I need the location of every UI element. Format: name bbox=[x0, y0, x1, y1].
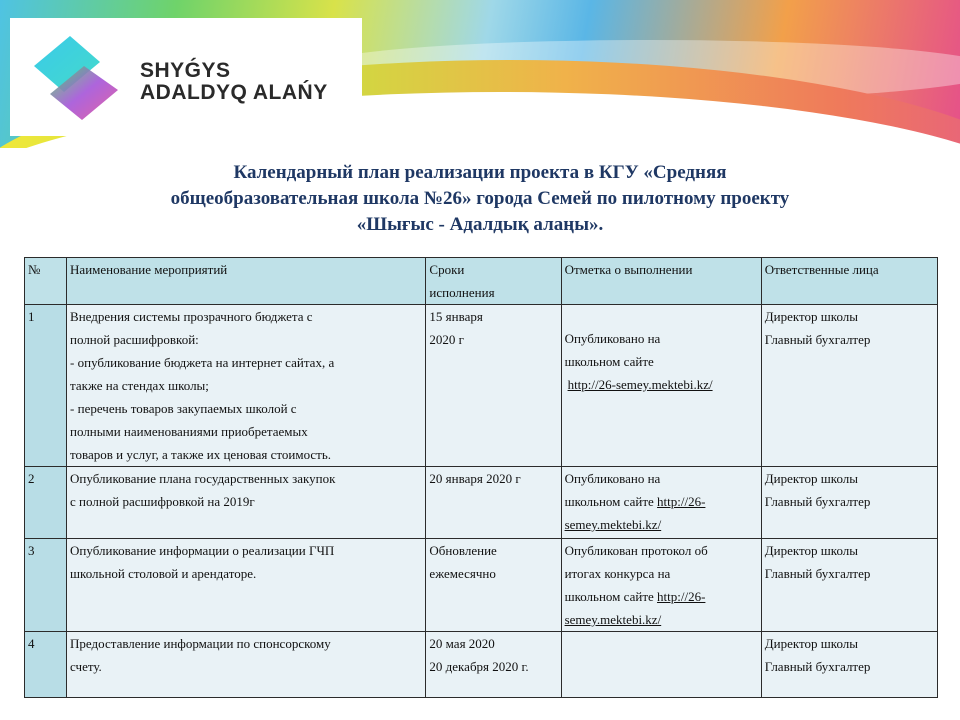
page-title bbox=[60, 160, 900, 238]
cell-line bbox=[565, 490, 759, 513]
table-row bbox=[25, 632, 938, 698]
cell-num: 2 bbox=[25, 467, 67, 539]
cell-line: полными наименованиями приобретаемых bbox=[70, 424, 308, 439]
plan-table bbox=[24, 257, 938, 698]
cell-line: Директор школы bbox=[764, 636, 858, 651]
table-row bbox=[25, 467, 938, 539]
header-name: Наименование мероприятий bbox=[67, 258, 426, 305]
cell-line: Обновление bbox=[429, 543, 497, 558]
cell-line: Опубликован протокол об bbox=[564, 543, 708, 558]
title-line-1: Календарный план реализации проекта в КГУ «Средняя bbox=[233, 162, 727, 183]
cell-line: 20 декабря 2020 г. bbox=[429, 659, 529, 674]
cell-status bbox=[561, 632, 761, 698]
cell-line: Предоставление информации по спонсорскому bbox=[70, 636, 331, 651]
cell-line bbox=[565, 373, 759, 396]
title-line-3: «Шығыс - Адалдық алаңы». bbox=[356, 214, 604, 235]
cell-term bbox=[426, 467, 561, 539]
cell-line: школьной столовой и арендаторе. bbox=[70, 566, 257, 581]
header-term-line: исполнения bbox=[429, 285, 495, 300]
cell-line: ежемесячно bbox=[429, 566, 496, 581]
cell-responsible bbox=[761, 305, 937, 467]
cell-responsible bbox=[761, 467, 937, 539]
cell-line: товаров и услуг, а также их ценовая стоимость. bbox=[70, 447, 332, 462]
cell-term bbox=[426, 305, 561, 467]
school-site-link[interactable]: http://26-semey.mektebi.kz/ bbox=[567, 377, 713, 392]
cell-line: также на стендах школы; bbox=[70, 378, 209, 393]
header-term-line: Сроки bbox=[429, 262, 465, 277]
cell-line: школьном сайте bbox=[564, 354, 654, 369]
cell-line: Опубликование информации о реализации ГЧП bbox=[70, 543, 335, 558]
logo-mark-icon bbox=[26, 28, 126, 128]
cell-line: 20 января 2020 г bbox=[429, 471, 521, 486]
school-site-link[interactable]: http://26- bbox=[657, 494, 706, 509]
logo-line-2: ADALDYQ ALAŃY bbox=[140, 81, 328, 104]
school-site-link[interactable]: http://26- bbox=[657, 589, 706, 604]
header-term bbox=[426, 258, 561, 305]
cell-line: счету. bbox=[70, 659, 102, 674]
logo-text bbox=[140, 60, 328, 104]
cell-num: 3 bbox=[25, 539, 67, 632]
school-site-link[interactable]: semey.mektebi.kz/ bbox=[564, 612, 662, 627]
cell-line: итогах конкурса на bbox=[564, 566, 671, 581]
cell-line: - перечень товаров закупаемых школой с bbox=[70, 401, 297, 416]
cell-line: 15 января bbox=[429, 309, 483, 324]
cell-line: Директор школы bbox=[764, 471, 858, 486]
table-row bbox=[25, 539, 938, 632]
cell-name bbox=[67, 632, 426, 698]
cell-line: Опубликовано на bbox=[564, 471, 661, 486]
cell-line: Директор школы bbox=[764, 309, 858, 324]
cell-line: 20 мая 2020 bbox=[429, 636, 495, 651]
cell-line: Опубликование плана государственных закупок bbox=[70, 471, 336, 486]
header-status: Отметка о выполнении bbox=[561, 258, 761, 305]
cell-line: Главный бухгалтер bbox=[764, 659, 871, 674]
cell-name bbox=[67, 467, 426, 539]
table-row bbox=[25, 305, 938, 467]
cell-status bbox=[561, 467, 761, 539]
cell-num: 4 bbox=[25, 632, 67, 698]
cell-text: школьном сайте bbox=[564, 494, 658, 509]
cell-line: - опубликование бюджета на интернет сайтах, а bbox=[70, 355, 335, 370]
title-line-2: общеобразовательная школа №26» города Семей по пилотному проекту bbox=[170, 188, 790, 209]
cell-line: 2020 г bbox=[429, 332, 465, 347]
cell-line: Главный бухгалтер bbox=[764, 566, 871, 581]
school-site-link[interactable]: semey.mektebi.kz/ bbox=[564, 517, 662, 532]
header-responsible: Ответственные лица bbox=[761, 258, 937, 305]
cell-line: Главный бухгалтер bbox=[764, 494, 871, 509]
cell-status bbox=[561, 539, 761, 632]
header-num: № bbox=[25, 258, 67, 305]
table-header-row bbox=[25, 258, 938, 305]
cell-line: с полной расшифровкой на 2019г bbox=[70, 494, 255, 509]
cell-name bbox=[67, 305, 426, 467]
cell-line bbox=[565, 585, 759, 608]
cell-name bbox=[67, 539, 426, 632]
cell-status bbox=[561, 305, 761, 467]
cell-line: полной расшифровкой: bbox=[70, 332, 199, 347]
cell-responsible bbox=[761, 539, 937, 632]
cell-line: Внедрения системы прозрачного бюджета с bbox=[70, 309, 313, 324]
cell-line: Директор школы bbox=[764, 543, 858, 558]
cell-term bbox=[426, 632, 561, 698]
logo bbox=[10, 18, 362, 136]
cell-term bbox=[426, 539, 561, 632]
logo-line-1: SHYǴYS bbox=[140, 59, 231, 82]
cell-line bbox=[565, 608, 759, 631]
cell-num: 1 bbox=[25, 305, 67, 467]
cell-line bbox=[565, 513, 759, 536]
cell-text: школьном сайте bbox=[564, 589, 658, 604]
cell-responsible bbox=[761, 632, 937, 698]
cell-line: Опубликовано на bbox=[564, 331, 661, 346]
cell-line: Главный бухгалтер bbox=[764, 332, 871, 347]
